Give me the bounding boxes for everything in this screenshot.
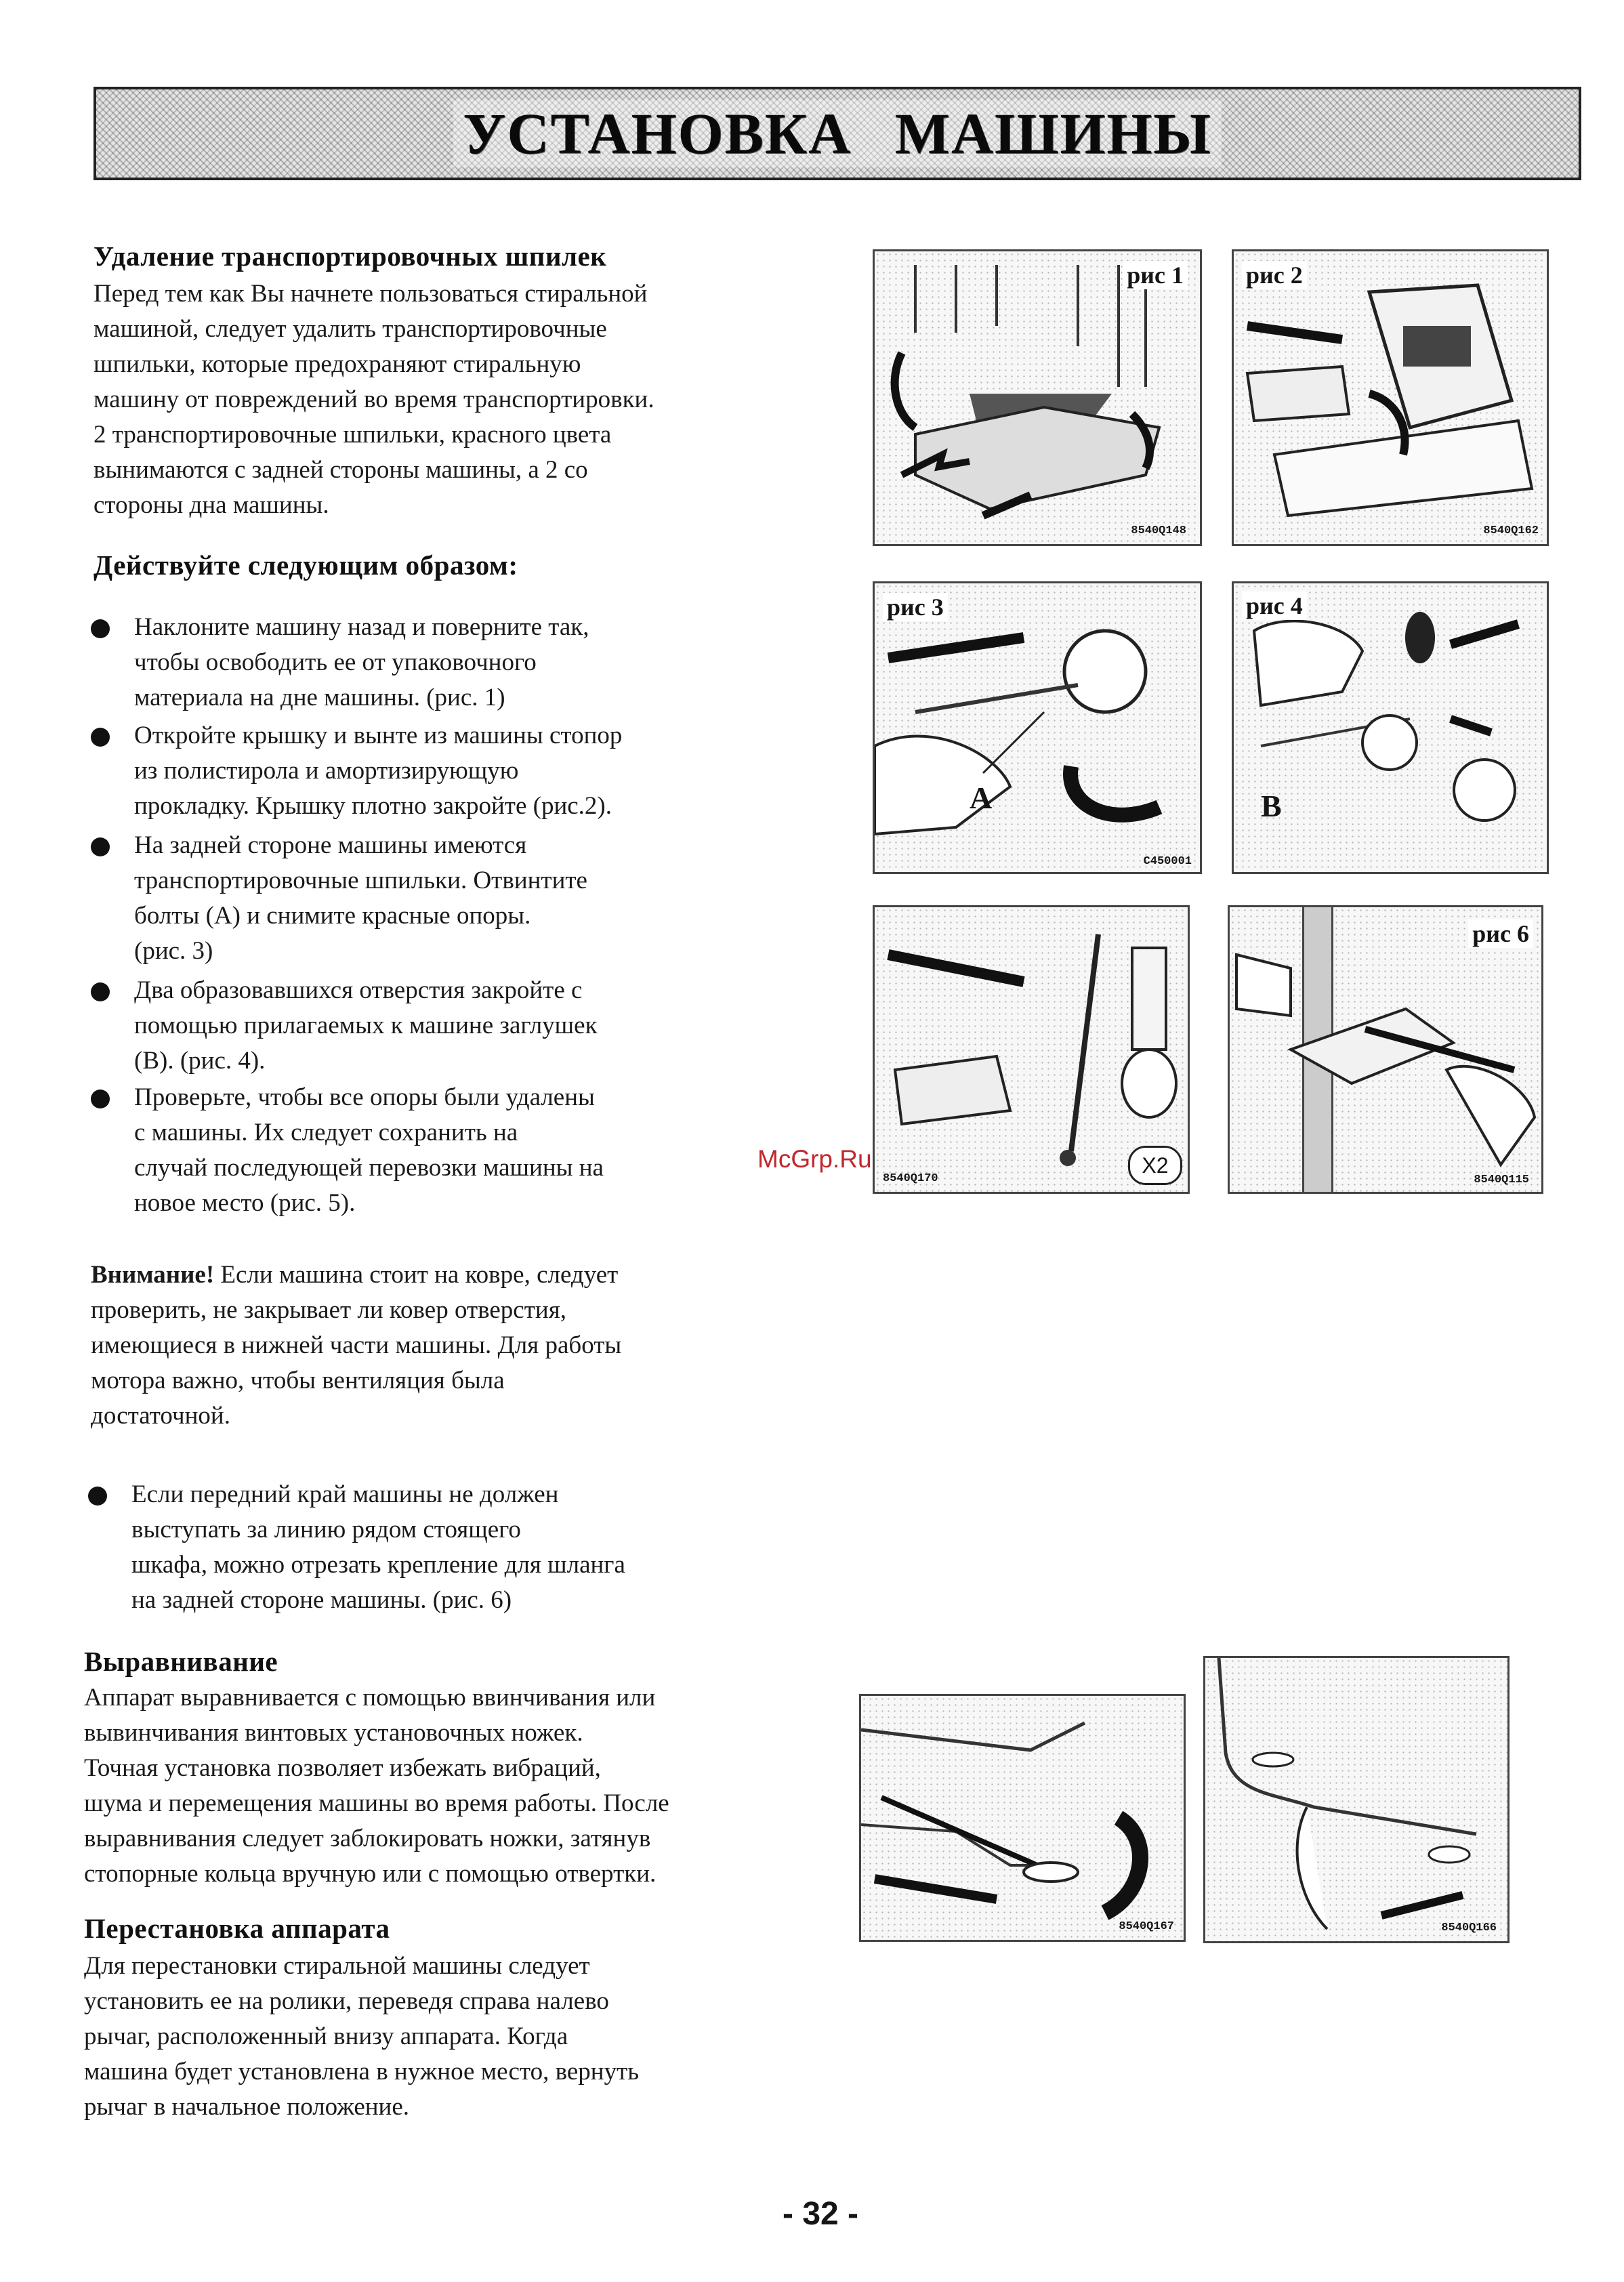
figure-4-insert-plugs — [1232, 581, 1549, 874]
figure-label: рис 2 — [1242, 261, 1307, 289]
bullet-step-5: Проверьте, чтобы все опоры были удалены с машины. Их следует сохранить на случай последующей перевозки машины на новое место (рис. 5). — [91, 1080, 604, 1221]
section-header-band — [93, 87, 1581, 180]
bullet-hose-mount: Если передний край машины не должен выступать за линию рядом стоящего шкафа, можно отрезать крепление для шланга на задней стороне машины. (рис. 6) — [88, 1477, 625, 1618]
figure-1-tilt-machine — [873, 249, 1202, 546]
figure-6-cut-hose-mount — [1228, 905, 1543, 1194]
text-line: стороны дна машины. — [93, 491, 329, 519]
heading-leveling: Выравнивание — [84, 1646, 278, 1677]
machine-tilt-illustration — [875, 251, 1200, 544]
bullet-step-4: Два образовавшихся отверстия закройте с помощью прилагаемых к машине заглушек (В). (рис. 4). — [91, 973, 598, 1079]
figure-2-remove-polystyrene — [1232, 249, 1549, 546]
attention-note: Внимание! Если машина стоит на ковре, следует проверить, не закрывает ли ковер отверстия, имеющиеся в нижней части машины. Для работы мотора важно, чтобы вентиляция была достаточной. — [91, 1261, 622, 1430]
text-line: шпильки, которые предохраняют стиральную — [93, 350, 581, 378]
figure-7-leveling-feet — [859, 1694, 1186, 1942]
paragraph-transport-pins — [93, 276, 795, 523]
wrench-bolt-illustration — [875, 583, 1200, 872]
quantity-badge-x2: X2 — [1128, 1146, 1182, 1185]
figure-code: C450001 — [1143, 855, 1192, 868]
figure-code: 8540Q167 — [1119, 1920, 1174, 1933]
bullet-step-1: Наклоните машину назад и поверните так, чтобы освободить ее от упаковочного материала на дне машины. (рис. 1) — [91, 610, 589, 715]
heading-transport-pins: Удаление транспортировочных шпилек — [93, 241, 607, 272]
figure-code: 8540Q148 — [1131, 524, 1186, 537]
bullet-step-3: На задней стороне машины имеются транспортировочные шпильки. Отвинтите болты (А) и снимите красные опоры. (рис. 3) — [91, 828, 587, 969]
figure-code: 8540Q170 — [883, 1172, 938, 1185]
page-title: УСТАНОВКА МАШИНЫ — [453, 100, 1221, 167]
hose-knife-illustration — [1230, 907, 1541, 1192]
paragraph-leveling: Аппарат выравнивается с помощью ввинчивания или вывинчивания винтовых установочных ножек. Точная установка позволяет избежать вибраций, шума и перемещения машины во время работы. После выравнивания следует заблокировать ножки, затянув стопорные кольца вручную или с помощью отвертки. — [84, 1684, 669, 1888]
attention-label: Внимание! — [91, 1261, 215, 1289]
figure-label: рис 1 — [1123, 261, 1188, 289]
figure-label: рис 6 — [1468, 919, 1533, 948]
heading-moving: Перестановка аппарата — [84, 1913, 390, 1944]
figure-code: 8540Q166 — [1441, 1922, 1497, 1934]
figure-code: 8540Q115 — [1474, 1174, 1529, 1186]
figure-3-unscrew-bolts — [873, 581, 1202, 874]
callout-letter-a: A — [970, 781, 993, 815]
figure-label: рис 3 — [883, 593, 948, 621]
figure-code: 8540Q162 — [1483, 524, 1539, 537]
figure-5-removed-parts — [873, 905, 1190, 1194]
figure-8-roller-lever — [1203, 1656, 1510, 1943]
callout-letter-b: B — [1261, 789, 1282, 823]
plug-insert-illustration — [1234, 583, 1547, 872]
paragraph-moving: Для перестановки стиральной машины следует установить ее на ролики, переведя справа налево рычаг, расположенный внизу аппарата. Когда машина будет установлена в нужное место, вернуть рычаг в начальное положение. — [84, 1952, 640, 2121]
bullet-dot-icon — [88, 1487, 107, 1506]
bullet-dot-icon — [91, 619, 110, 638]
bullet-dot-icon — [91, 1090, 110, 1108]
lid-polystyrene-illustration — [1234, 251, 1547, 544]
watermark-link[interactable]: McGrp.Ru — [757, 1145, 872, 1173]
text-line: машиной, следует удалить транспортировочные — [93, 315, 607, 343]
text-line: Перед тем как Вы начнете пользоваться стиральной — [93, 280, 648, 308]
roller-lever-illustration — [1205, 1658, 1507, 1941]
text-line: вынимаются с задней стороны машины, а 2 со — [93, 456, 588, 484]
heading-procedure: Действуйте следующим образом: — [93, 549, 518, 581]
figure-label: рис 4 — [1242, 592, 1307, 620]
bullet-dot-icon — [91, 728, 110, 747]
text-line: машину от повреждений во время транспортировки. — [93, 386, 654, 413]
bullet-dot-icon — [91, 837, 110, 856]
page-number: - 32 - — [783, 2196, 859, 2232]
bullet-dot-icon — [91, 982, 110, 1001]
text-line: 2 транспортировочные шпильки, красного цвета — [93, 421, 612, 449]
bullet-step-2: Откройте крышку и вынте из машины стопор из полистирола и амортизирующую прокладку. Крышку плотно закройте (рис.2). — [91, 718, 622, 824]
screwdriver-foot-illustration — [861, 1696, 1184, 1940]
